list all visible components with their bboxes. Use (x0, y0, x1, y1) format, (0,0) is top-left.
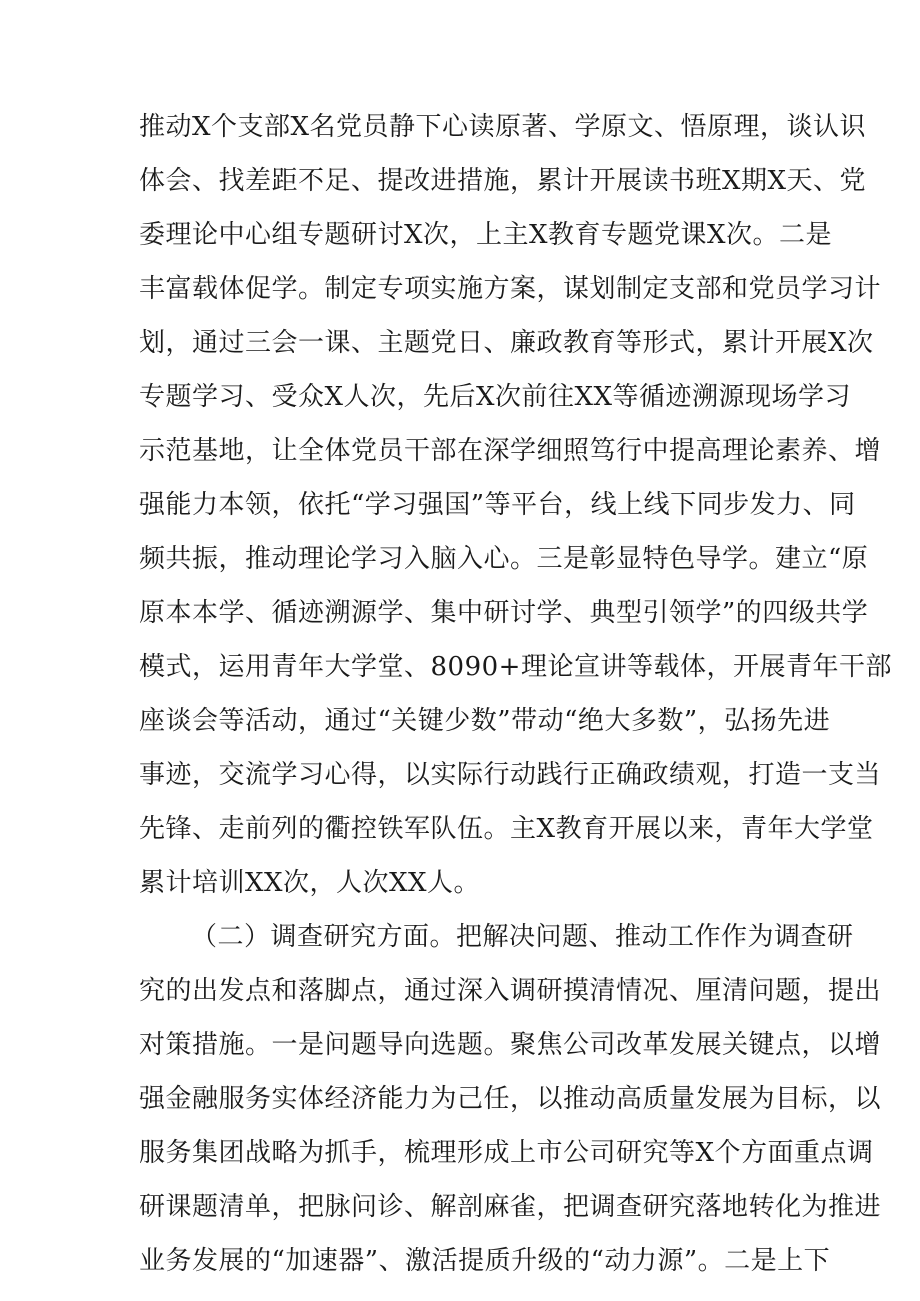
paragraph1-line-4: 丰富载体促学。制定专项实施方案，谋划制定支部和党员学习计 (139, 274, 882, 304)
body-text (139, 100, 892, 1288)
paragraph2-line-2: 究的出发点和落脚点，通过深入调研摸清情况、厘清问题，提出 (139, 976, 882, 1006)
paragraph2-line-6: 研课题清单，把脉问诊、解剖麻雀，把调查研究落地转化为推进 (139, 1192, 882, 1222)
paragraph1-line-8: 强能力本领，依托“学习强国”等平台，线上线下同步发力、同 (139, 490, 856, 520)
paragraph2-line-3: 对策措施。一是问题导向选题。聚焦公司改革发展关键点，以增 (139, 1030, 882, 1060)
paragraph2-line-1: （二）调查研究方面。把解决问题、推动工作作为调查研 (191, 922, 854, 952)
paragraph2-line-5: 服务集团战略为抓手，梳理形成上市公司研究等X个方面重点调 (139, 1138, 874, 1168)
paragraph1-line-13: 事迹，交流学习心得，以实际行动践行正确政绩观，打造一支当 (139, 760, 882, 790)
paragraph1-line-10: 原本本学、循迹溯源学、集中研讨学、典型引领学”的四级共学 (139, 598, 869, 628)
paragraph2-line-4: 强金融服务实体经济能力为己任，以推动高质量发展为目标，以 (139, 1084, 882, 1114)
paragraph1-line-14: 先锋、走前列的衢控铁军队伍。主X教育开展以来，青年大学堂 (139, 814, 874, 844)
paragraph2-line-7: 业务发展的“加速器”、激活提质升级的“动力源”。二是上下 (139, 1246, 831, 1276)
paragraph1-line-9: 频共振，推动理论学习入脑入心。三是彰显特色导学。建立“原 (139, 544, 869, 574)
paragraph1-line-2: 体会、找差距不足、提改进措施，累计开展读书班X期X天、党 (139, 166, 867, 196)
paragraph1-line-6: 专题学习、受众X人次，先后X次前往XX等循迹溯源现场学习 (139, 382, 852, 412)
paragraph1-line-3: 委理论中心组专题研讨X次，上主X教育专题党课X次。二是 (139, 220, 833, 250)
paragraph1-line-5: 划，通过三会一课、主题党日、廉政教育等形式，累计开展X次 (139, 328, 874, 358)
paragraph1-line-7: 示范基地，让全体党员干部在深学细照笃行中提高理论素养、增 (139, 436, 882, 466)
paragraph1-line-15: 累计培训XX次，人次XX人。 (139, 868, 481, 898)
paragraph1-line-1: 推动X个支部X名党员静下心读原著、学原文、悟原理，谈认识 (139, 112, 867, 142)
paragraph1-line-12: 座谈会等活动，通过“关键少数”带动“绝大多数”，弘扬先进 (139, 706, 831, 736)
paragraph1-line-11: 模式，运用青年大学堂、8090+理论宣讲等载体，开展青年干部 (139, 652, 892, 682)
